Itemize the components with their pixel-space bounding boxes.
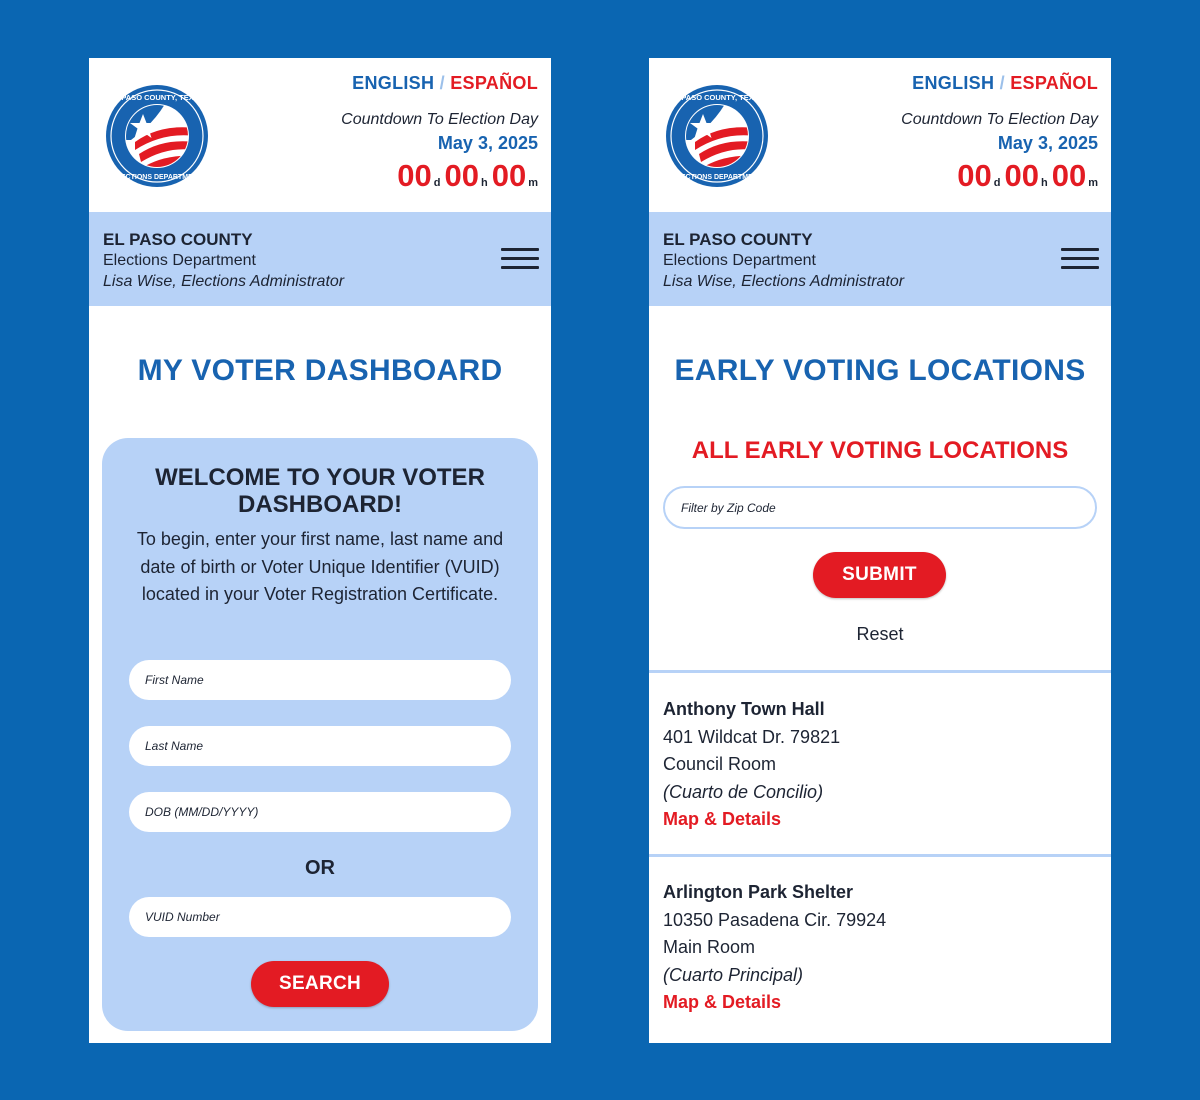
svg-text:EL PASO COUNTY, TEXAS: EL PASO COUNTY, TEXAS <box>669 93 765 102</box>
administrator-name: Lisa Wise, Elections Administrator <box>663 273 905 290</box>
location-room-spanish: (Cuarto de Concilio) <box>663 781 824 802</box>
list-divider <box>649 670 1111 673</box>
countdown-timer <box>397 158 538 194</box>
card-instructions: To begin, enter your first name, last name and date of birth or Voter Unique Identifier (VUID) located in your Voter Registration Certificate. <box>136 529 504 604</box>
county-name: EL PASO COUNTY <box>103 230 253 249</box>
reset-link[interactable]: Reset <box>856 624 904 644</box>
early-voting-screen <box>649 58 1111 1043</box>
first-name-input[interactable] <box>129 660 511 700</box>
list-divider <box>649 854 1111 857</box>
org-band <box>89 212 551 306</box>
search-button[interactable]: SEARCH <box>251 961 389 1007</box>
countdown-days-unit: d <box>433 177 441 189</box>
espanol-link[interactable]: ESPAÑOL <box>1010 73 1098 93</box>
hamburger-menu-icon[interactable] <box>501 248 539 270</box>
location-item <box>663 696 1097 834</box>
election-date: May 3, 2025 <box>437 133 538 153</box>
administrator-name: Lisa Wise, Elections Administrator <box>103 273 345 290</box>
countdown-days: 00 <box>957 158 992 193</box>
countdown-days: 00 <box>397 158 432 193</box>
countdown-hours-unit: h <box>1041 177 1048 189</box>
map-details-link[interactable]: Map & Details <box>663 992 782 1012</box>
org-band <box>649 212 1111 306</box>
countdown-minutes-unit: m <box>528 177 538 189</box>
dob-input[interactable] <box>129 792 511 832</box>
zip-code-filter-input[interactable] <box>663 486 1097 529</box>
countdown-label: Countdown To Election Day <box>901 111 1098 128</box>
page-title: EARLY VOTING LOCATIONS <box>674 354 1086 387</box>
election-date: May 3, 2025 <box>997 133 1098 153</box>
county-name: EL PASO COUNTY <box>663 230 813 249</box>
elections-department-seal-logo[interactable] <box>665 84 769 188</box>
english-link[interactable]: ENGLISH <box>352 73 435 93</box>
or-divider-label: OR <box>305 857 335 879</box>
location-room-spanish: (Cuarto Principal) <box>663 964 804 985</box>
language-separator: / <box>439 73 445 93</box>
language-switcher <box>352 73 538 94</box>
espanol-link[interactable]: ESPAÑOL <box>450 73 538 93</box>
location-item <box>663 879 1097 1017</box>
site-header <box>649 58 1111 212</box>
site-header <box>89 58 551 212</box>
page-title: MY VOTER DASHBOARD <box>137 354 503 387</box>
department-name: Elections Department <box>663 252 816 269</box>
countdown-hours-unit: h <box>481 177 488 189</box>
voter-dashboard-screen <box>89 58 551 1043</box>
last-name-input[interactable] <box>129 726 511 766</box>
countdown-label: Countdown To Election Day <box>341 111 538 128</box>
svg-text:ELECTIONS DEPARTMENT: ELECTIONS DEPARTMENT <box>111 174 203 181</box>
countdown-minutes: 00 <box>491 158 527 193</box>
voter-lookup-card <box>102 438 538 1031</box>
svg-text:EL PASO COUNTY, TEXAS: EL PASO COUNTY, TEXAS <box>109 93 205 102</box>
location-room: Council Room <box>663 754 777 774</box>
card-title: WELCOME TO YOUR VOTER DASHBOARD! <box>155 464 485 518</box>
countdown-minutes-unit: m <box>1088 177 1098 189</box>
department-name: Elections Department <box>103 252 256 269</box>
language-separator: / <box>999 73 1005 93</box>
english-link[interactable]: ENGLISH <box>912 73 995 93</box>
submit-button[interactable]: SUBMIT <box>813 552 946 598</box>
hamburger-menu-icon[interactable] <box>1061 248 1099 270</box>
vuid-input[interactable] <box>129 897 511 937</box>
location-name: Anthony Town Hall <box>663 699 825 719</box>
location-room: Main Room <box>663 937 756 957</box>
section-subtitle: ALL EARLY VOTING LOCATIONS <box>691 437 1069 464</box>
svg-text:ELECTIONS DEPARTMENT: ELECTIONS DEPARTMENT <box>671 174 763 181</box>
elections-department-seal-logo[interactable] <box>105 84 209 188</box>
countdown-hours: 00 <box>1004 158 1039 193</box>
language-switcher <box>912 73 1098 94</box>
map-details-link[interactable]: Map & Details <box>663 809 782 829</box>
location-name: Arlington Park Shelter <box>663 882 854 902</box>
countdown-minutes: 00 <box>1051 158 1087 193</box>
countdown-timer <box>957 158 1098 194</box>
countdown-days-unit: d <box>993 177 1001 189</box>
countdown-hours: 00 <box>444 158 479 193</box>
location-address: 401 Wildcat Dr. 79821 <box>663 726 841 747</box>
location-address: 10350 Pasadena Cir. 79924 <box>663 909 887 930</box>
